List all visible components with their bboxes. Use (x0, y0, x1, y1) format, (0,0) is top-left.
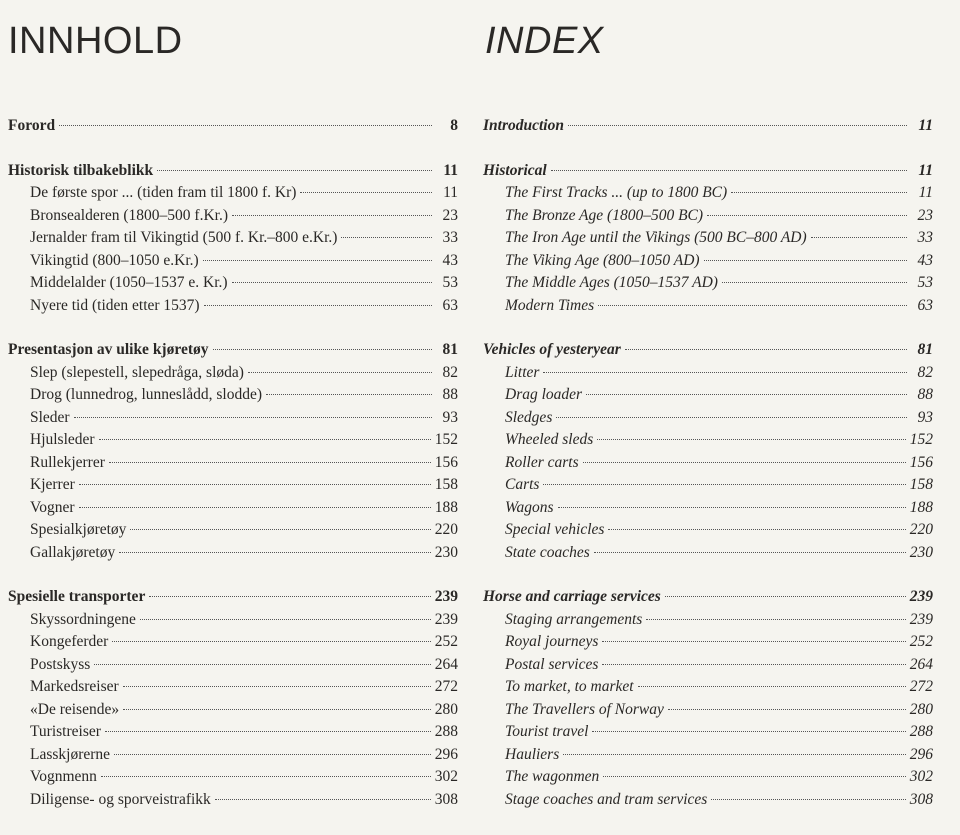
toc-section (483, 117, 933, 140)
toc-entry[interactable] (483, 207, 933, 230)
section-heading-entry-page-number: 81 (917, 341, 933, 358)
section-heading-entry-label: Spesielle transporter (8, 588, 146, 605)
dot-leader (74, 417, 432, 418)
toc-entry-label: Vikingtid (800–1050 e.Kr.) (30, 251, 199, 269)
toc-entry[interactable] (483, 544, 933, 567)
section-heading-entry[interactable] (8, 588, 458, 611)
toc-entry-label: The Viking Age (800–1050 AD) (505, 251, 700, 269)
section-heading-entry-page-number: 11 (918, 161, 933, 179)
dot-leader (811, 237, 907, 238)
dot-leader (586, 394, 907, 395)
toc-entry-label: Postal services (505, 655, 599, 673)
toc-entry-page-number: 53 (917, 274, 933, 291)
toc-entry-label: Lasskjørerne (30, 745, 111, 763)
toc-entry[interactable] (483, 184, 933, 207)
dot-leader (568, 125, 907, 126)
dot-leader (204, 305, 432, 306)
section-heading-entry-label: Historisk tilbakeblikk (8, 161, 154, 179)
toc-entry-label: Wheeled sleds (505, 431, 594, 448)
toc-entry-label: Bronsealderen (1800–500 f.Kr.) (30, 206, 229, 224)
toc-entry-page-number: 230 (909, 543, 933, 561)
toc-entry-label: Kjerrer (30, 476, 75, 493)
dot-leader (711, 799, 905, 800)
toc-entry-page-number: 152 (434, 431, 458, 448)
toc-entry-label: Staging arrangements (505, 610, 643, 628)
dot-leader (608, 529, 905, 530)
dot-leader (149, 596, 430, 597)
section-heading-entry[interactable] (483, 162, 933, 185)
toc-entry[interactable] (483, 499, 933, 522)
toc-entry-page-number: 33 (442, 229, 458, 246)
toc-entry-page-number: 296 (434, 745, 458, 763)
toc-entry-label: Royal journeys (505, 633, 599, 650)
toc-entry-page-number: 11 (443, 184, 458, 201)
toc-entry[interactable] (8, 678, 458, 701)
toc-entry[interactable] (8, 701, 458, 724)
toc-entry-label: The First Tracks ... (up to 1800 BC) (505, 184, 728, 201)
toc-entry-page-number: 280 (909, 700, 933, 718)
toc-entry[interactable] (8, 768, 458, 791)
toc-entry[interactable] (483, 791, 933, 814)
toc-entry-label: Slep (slepestell, slepedråga, sløda) (30, 363, 244, 381)
dot-leader (119, 552, 431, 553)
dot-leader (558, 507, 906, 508)
dot-leader (602, 664, 905, 665)
dot-leader (123, 709, 431, 710)
toc-entry-label: Rullekjerrer (30, 453, 105, 471)
toc-entry-page-number: 230 (434, 543, 458, 561)
toc-entry-label: State coaches (505, 543, 590, 561)
toc-entry[interactable] (483, 386, 933, 409)
toc-entry[interactable] (8, 386, 458, 409)
toc-entry[interactable] (8, 521, 458, 544)
toc-entry-page-number: 220 (909, 521, 933, 538)
section-heading-entry-label: Forord (8, 117, 56, 134)
toc-entry-page-number: 308 (434, 790, 458, 808)
section-heading-entry[interactable] (8, 162, 458, 185)
toc-entry-page-number: 43 (917, 251, 933, 269)
toc-entry[interactable] (8, 611, 458, 634)
section-heading-entry[interactable] (483, 117, 933, 140)
dot-leader (59, 125, 432, 126)
dot-leader (112, 641, 430, 642)
toc-entry-page-number: 264 (434, 655, 458, 673)
toc-entry-label: Middelalder (1050–1537 e. Kr.) (30, 274, 228, 291)
section-heading-entry-label: Introduction (483, 117, 564, 134)
dot-leader (551, 170, 907, 171)
contents-sections (8, 117, 458, 835)
dot-leader (563, 754, 906, 755)
dot-leader (603, 776, 905, 777)
toc-entry[interactable] (8, 791, 458, 814)
toc-entry[interactable] (8, 746, 458, 769)
toc-entry-page-number: 288 (909, 723, 933, 740)
toc-entry-page-number: 93 (917, 408, 933, 426)
dot-leader (543, 372, 907, 373)
toc-entry-label: Wagons (505, 498, 554, 516)
toc-entry-label: Nyere tid (tiden etter 1537) (30, 296, 200, 314)
toc-entry-page-number: 272 (434, 678, 458, 695)
toc-entry-page-number: 11 (918, 184, 933, 201)
toc-section (8, 588, 458, 813)
section-heading-entry[interactable] (8, 117, 458, 140)
index-sections (483, 117, 933, 835)
toc-section (8, 117, 458, 140)
toc-entry-label: Carts (505, 476, 540, 493)
toc-entry-page-number: 158 (909, 476, 933, 493)
toc-entry-label: Kongeferder (30, 633, 109, 650)
toc-entry-page-number: 188 (434, 498, 458, 516)
toc-entry-page-number: 53 (442, 274, 458, 291)
dot-leader (114, 754, 431, 755)
dot-leader (704, 260, 907, 261)
toc-entry-page-number: 188 (909, 498, 933, 516)
section-heading-entry-page-number: 11 (918, 117, 933, 134)
dot-leader (646, 619, 905, 620)
toc-entry-page-number: 252 (434, 633, 458, 650)
toc-entry-page-number: 93 (442, 408, 458, 426)
dot-leader (213, 349, 433, 350)
toc-entry-label: Spesialkjøretøy (30, 521, 127, 538)
dot-leader (638, 686, 906, 687)
dot-leader (232, 215, 432, 216)
section-heading-entry-page-number: 239 (909, 588, 933, 605)
toc-entry[interactable] (8, 544, 458, 567)
section-heading-entry[interactable] (483, 588, 933, 611)
dot-leader (300, 192, 432, 193)
toc-entry[interactable] (483, 521, 933, 544)
toc-entry-label: Hjulsleder (30, 431, 95, 448)
toc-entry[interactable] (8, 364, 458, 387)
dot-leader (592, 731, 905, 732)
section-heading-entry-label: Presentasjon av ulike kjøretøy (8, 341, 209, 358)
dot-leader (157, 170, 432, 171)
dot-leader (668, 709, 906, 710)
toc-entry[interactable] (483, 297, 933, 320)
toc-entry-page-number: 239 (909, 610, 933, 628)
toc-entry-page-number: 272 (909, 678, 933, 695)
toc-entry-label: Vognmenn (30, 768, 97, 785)
toc-entry-page-number: 280 (434, 700, 458, 718)
dot-leader (625, 349, 907, 350)
toc-entry[interactable] (8, 431, 458, 454)
dot-leader (341, 237, 432, 238)
toc-entry-page-number: 302 (434, 768, 458, 785)
toc-entry-label: The wagonmen (505, 768, 600, 785)
section-heading-entry[interactable] (483, 341, 933, 364)
toc-entry-label: Special vehicles (505, 521, 605, 538)
toc-entry-page-number: 33 (917, 229, 933, 246)
toc-entry-label: Diligense- og sporveistrafikk (30, 790, 211, 808)
dot-leader (707, 215, 907, 216)
toc-entry-label: The Travellers of Norway (505, 700, 664, 718)
toc-entry-label: Skyssordningene (30, 610, 136, 628)
toc-entry-page-number: 88 (442, 386, 458, 403)
toc-entry-label: Litter (505, 363, 540, 381)
toc-entry-page-number: 156 (434, 453, 458, 471)
toc-entry[interactable] (8, 723, 458, 746)
dot-leader (665, 596, 906, 597)
toc-entry-page-number: 220 (434, 521, 458, 538)
dot-leader (731, 192, 907, 193)
toc-entry[interactable] (483, 274, 933, 297)
toc-entry[interactable] (8, 297, 458, 320)
toc-entry-page-number: 88 (917, 386, 933, 403)
toc-section (483, 588, 933, 813)
toc-entry-label: Gallakjøretøy (30, 543, 116, 561)
toc-entry-label: Jernalder fram til Vikingtid (500 f. Kr.–800 e.Kr.) (30, 229, 338, 246)
toc-entry[interactable] (483, 454, 933, 477)
toc-entry-page-number: 43 (442, 251, 458, 269)
dot-leader (232, 282, 432, 283)
contents-heading: INNHOLD (8, 20, 183, 62)
toc-entry[interactable] (483, 746, 933, 769)
toc-section (483, 162, 933, 320)
toc-entry-label: Turistreiser (30, 723, 101, 740)
dot-leader (79, 507, 431, 508)
dot-leader (543, 484, 905, 485)
toc-entry[interactable] (483, 364, 933, 387)
toc-entry-page-number: 288 (434, 723, 458, 740)
dot-leader (598, 305, 907, 306)
toc-entry[interactable] (8, 207, 458, 230)
toc-entry[interactable] (483, 723, 933, 746)
section-heading-entry-page-number: 81 (442, 341, 458, 358)
dot-leader (248, 372, 432, 373)
toc-entry[interactable] (8, 252, 458, 275)
toc-entry-label: De første spor ... (tiden fram til 1800 f. Kr) (30, 184, 297, 201)
section-heading-entry[interactable] (8, 341, 458, 364)
toc-entry[interactable] (483, 252, 933, 275)
toc-entry-label: Markedsreiser (30, 678, 119, 695)
toc-entry-label: The Bronze Age (1800–500 BC) (505, 206, 704, 224)
toc-section (483, 341, 933, 566)
toc-entry-label: Postskyss (30, 655, 91, 673)
section-heading-entry-page-number: 8 (450, 117, 458, 134)
index-heading: INDEX (485, 20, 604, 62)
toc-entry[interactable] (8, 499, 458, 522)
toc-entry-page-number: 23 (442, 206, 458, 224)
toc-entry[interactable] (483, 611, 933, 634)
toc-entry[interactable] (483, 409, 933, 432)
toc-entry-label: The Iron Age until the Vikings (500 BC–800 AD) (505, 229, 807, 246)
toc-entry-label: Drog (lunnedrog, lunneslådd, slodde) (30, 386, 263, 403)
dot-leader (203, 260, 432, 261)
dot-leader (594, 552, 906, 553)
toc-entry-page-number: 302 (909, 768, 933, 785)
dot-leader (597, 439, 906, 440)
toc-entry-page-number: 63 (917, 296, 933, 314)
dot-leader (556, 417, 907, 418)
section-heading-entry-page-number: 239 (434, 588, 458, 605)
dot-leader (583, 462, 906, 463)
toc-entry[interactable] (483, 656, 933, 679)
dot-leader (266, 394, 432, 395)
dot-leader (105, 731, 431, 732)
dot-leader (99, 439, 431, 440)
toc-entry-page-number: 23 (917, 206, 933, 224)
section-heading-entry-page-number: 11 (443, 161, 458, 179)
toc-entry-label: Vogner (30, 498, 75, 516)
toc-entry-page-number: 296 (909, 745, 933, 763)
toc-entry[interactable] (8, 409, 458, 432)
toc-entry-page-number: 158 (434, 476, 458, 493)
toc-entry-label: Sledges (505, 408, 553, 426)
toc-entry[interactable] (8, 454, 458, 477)
toc-entry-label: Tourist travel (505, 723, 589, 740)
toc-entry[interactable] (8, 476, 458, 499)
section-heading-entry-label: Historical (483, 161, 547, 179)
toc-entry-page-number: 156 (909, 453, 933, 471)
toc-entry-page-number: 63 (442, 296, 458, 314)
section-heading-entry-label: Horse and carriage services (483, 588, 661, 605)
toc-entry[interactable] (8, 274, 458, 297)
dot-leader (130, 529, 430, 530)
dot-leader (101, 776, 431, 777)
dot-leader (215, 799, 431, 800)
toc-entry-label: The Middle Ages (1050–1537 AD) (505, 274, 718, 291)
toc-entry-label: To market, to market (505, 678, 634, 695)
toc-entry-page-number: 264 (909, 655, 933, 673)
dot-leader (140, 619, 431, 620)
toc-entry[interactable] (483, 701, 933, 724)
dot-leader (123, 686, 431, 687)
toc-entry[interactable] (8, 184, 458, 207)
toc-entry[interactable] (483, 229, 933, 252)
dot-leader (94, 664, 430, 665)
toc-entry[interactable] (8, 229, 458, 252)
toc-entry-label: Stage coaches and tram services (505, 790, 708, 808)
toc-entry-page-number: 82 (917, 363, 933, 381)
toc-entry-label: Sleder (30, 408, 70, 426)
toc-entry-label: «De reisende» (30, 700, 120, 718)
toc-entry-page-number: 252 (909, 633, 933, 650)
toc-entry-page-number: 82 (442, 363, 458, 381)
dot-leader (602, 641, 905, 642)
toc-section (8, 162, 458, 320)
toc-entry-label: Roller carts (505, 453, 579, 471)
section-heading-entry-label: Vehicles of yesteryear (483, 341, 621, 358)
dot-leader (722, 282, 907, 283)
toc-entry-page-number: 152 (909, 431, 933, 448)
toc-entry-page-number: 239 (434, 610, 458, 628)
toc-section (8, 341, 458, 566)
toc-entry[interactable] (483, 678, 933, 701)
toc-entry[interactable] (483, 476, 933, 499)
toc-entry-page-number: 308 (909, 790, 933, 808)
toc-entry[interactable] (483, 633, 933, 656)
toc-entry[interactable] (483, 768, 933, 791)
dot-leader (109, 462, 431, 463)
toc-entry-label: Drag loader (505, 386, 583, 403)
toc-entry[interactable] (8, 633, 458, 656)
toc-entry[interactable] (8, 656, 458, 679)
toc-entry-label: Hauliers (505, 745, 560, 763)
toc-entry[interactable] (483, 431, 933, 454)
toc-entry-label: Modern Times (505, 296, 595, 314)
dot-leader (79, 484, 431, 485)
